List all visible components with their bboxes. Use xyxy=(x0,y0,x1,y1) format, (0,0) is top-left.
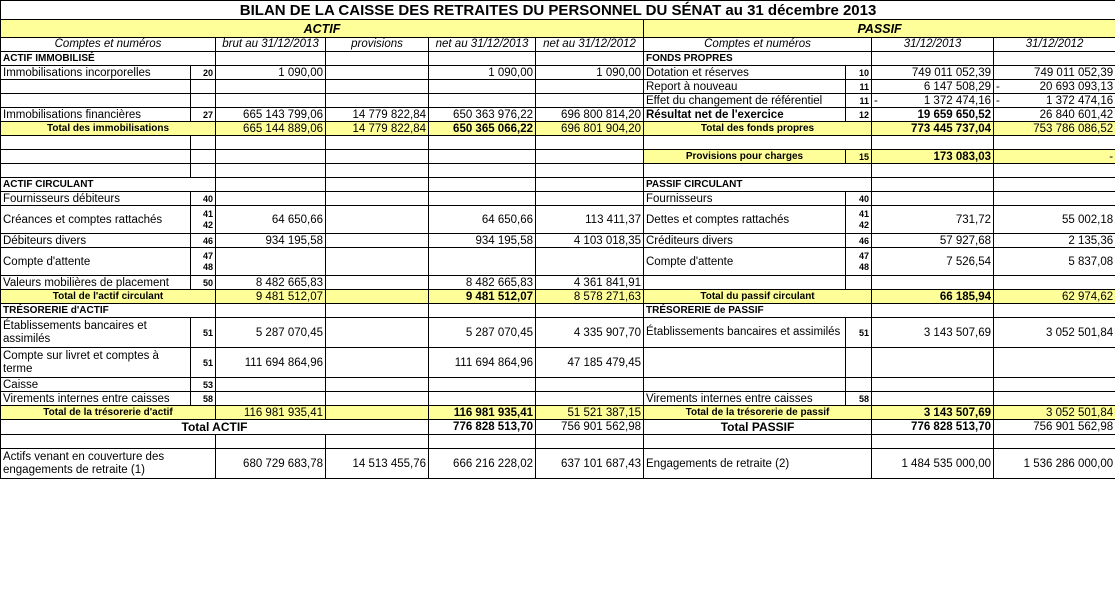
value-cell: 3 143 507,69 xyxy=(872,406,994,420)
row-label: Dettes et comptes rattachés xyxy=(644,206,846,234)
value-cell: 696 801 904,20 xyxy=(536,122,644,136)
value-cell: 749 011 052,39 xyxy=(872,66,994,80)
account-code-1: 41 xyxy=(858,208,869,219)
value-cell: 4 361 841,91 xyxy=(536,276,644,290)
value-cell: 57 927,68 xyxy=(872,234,994,248)
table-row xyxy=(1,234,1115,248)
account-code-2: 42 xyxy=(202,219,213,230)
value-cell: 666 216 228,02 xyxy=(429,449,536,479)
account-code: 20 xyxy=(191,66,216,80)
account-code: 40 xyxy=(846,192,872,206)
value-cell: 47 185 479,45 xyxy=(536,348,644,378)
value-cell: 776 828 513,70 xyxy=(872,420,994,435)
account-code: 11 xyxy=(846,80,872,94)
section-tresorerie-passif: TRÉSORERIE de PASSIF xyxy=(644,304,872,318)
section-actif-immobilise: ACTIF IMMOBILISÉ xyxy=(1,52,216,66)
table-row xyxy=(1,248,1115,276)
value-cell: 680 729 683,78 xyxy=(216,449,326,479)
table-row xyxy=(1,80,1115,94)
account-code: 12 xyxy=(846,108,872,122)
value-cell: 55 002,18 xyxy=(994,206,1115,234)
table-row xyxy=(1,318,1115,348)
table-row xyxy=(1,66,1115,80)
account-code-2: 48 xyxy=(858,261,869,272)
table-row xyxy=(1,94,1115,108)
value-cell: 776 828 513,70 xyxy=(429,420,536,435)
col-brut: brut au 31/12/2013 xyxy=(216,38,326,52)
value-cell: 66 185,94 xyxy=(872,290,994,304)
value-cell: 756 901 562,98 xyxy=(994,420,1115,435)
value-cell: 113 411,37 xyxy=(536,206,644,234)
account-code xyxy=(846,206,872,234)
value-cell: 62 974,62 xyxy=(994,290,1115,304)
section-actif-circulant: ACTIF CIRCULANT xyxy=(1,178,216,192)
value-cell: 4 335 907,70 xyxy=(536,318,644,348)
value-cell: 5 287 070,45 xyxy=(216,318,326,348)
value-cell: 26 840 601,42 xyxy=(994,108,1115,122)
section-passif-circulant: PASSIF CIRCULANT xyxy=(644,178,872,192)
row-label: Caisse xyxy=(1,378,191,392)
account-code: 51 xyxy=(191,348,216,378)
value-cell: 116 981 935,41 xyxy=(429,406,536,420)
value-cell: 934 195,58 xyxy=(216,234,326,248)
value-cell: 6 147 508,29 xyxy=(872,80,994,94)
value-cell: 173 083,03 xyxy=(872,150,994,164)
total-label: Total de la trésorerie de passif xyxy=(644,406,872,420)
col-passif-2012: 31/12/2012 xyxy=(994,38,1115,52)
value-cell: 1 090,00 xyxy=(536,66,644,80)
negative-sign: - xyxy=(874,94,878,107)
total-label: Total du passif circulant xyxy=(644,290,872,304)
value-cell: 934 195,58 xyxy=(429,234,536,248)
value-cell: 3 143 507,69 xyxy=(872,318,994,348)
value-cell: 4 103 018,35 xyxy=(536,234,644,248)
row-label: Établissements bancaires et assimilés xyxy=(1,318,191,348)
account-code: 58 xyxy=(846,392,872,406)
row-label: Engagements de retraite (2) xyxy=(644,449,872,479)
row-label: Virements internes entre caisses xyxy=(1,392,191,406)
total-passif-label: Total PASSIF xyxy=(644,420,872,435)
value-cell: 14 513 455,76 xyxy=(326,449,429,479)
account-code-1: 47 xyxy=(858,250,869,261)
table-row xyxy=(1,108,1115,122)
grand-total-row xyxy=(1,420,1115,435)
value-cell xyxy=(994,94,1115,108)
actif-header: ACTIF xyxy=(1,20,644,38)
row-label: Résultat net de l'exercice xyxy=(644,108,846,122)
value-text: 20 693 093,13 xyxy=(1039,80,1114,93)
row-label: Compte sur livret et comptes à terme xyxy=(1,348,191,378)
table-row xyxy=(1,449,1115,479)
section-fonds-propres: FONDS PROPRES xyxy=(644,52,872,66)
table-row xyxy=(1,392,1115,406)
value-cell: 9 481 512,07 xyxy=(216,290,326,304)
value-cell: 5 287 070,45 xyxy=(429,318,536,348)
row-label: Effet du changement de référentiel xyxy=(644,94,846,108)
table-row xyxy=(1,150,1115,164)
row-label: Immobilisations financières xyxy=(1,108,191,122)
value-cell: 753 786 086,52 xyxy=(994,122,1115,136)
value-cell: 8 578 271,63 xyxy=(536,290,644,304)
value-cell: 19 659 650,52 xyxy=(872,108,994,122)
section-tresorerie-actif: TRÉSORERIE d'ACTIF xyxy=(1,304,216,318)
account-code: 51 xyxy=(846,318,872,348)
value-cell: 1 484 535 000,00 xyxy=(872,449,994,479)
account-code: 46 xyxy=(846,234,872,248)
total-label: Provisions pour charges xyxy=(644,150,846,164)
row-label: Débiteurs divers xyxy=(1,234,191,248)
total-actif-label: Total ACTIF xyxy=(1,420,429,435)
value-cell: 9 481 512,07 xyxy=(429,290,536,304)
value-cell: 773 445 737,04 xyxy=(872,122,994,136)
value-cell: 64 650,66 xyxy=(429,206,536,234)
row-label: Immobilisations incorporelles xyxy=(1,66,191,80)
row-label: Actifs venant en couverture des engagements de retraite (1) xyxy=(1,449,216,479)
row-label: Compte d'attente xyxy=(1,248,191,276)
value-cell: 2 135,36 xyxy=(994,234,1115,248)
row-label: Établissements bancaires et assimilés xyxy=(644,318,846,348)
value-cell: 696 800 814,20 xyxy=(536,108,644,122)
table-row xyxy=(1,348,1115,378)
row-label: Créances et comptes rattachés xyxy=(1,206,191,234)
value-cell: 5 837,08 xyxy=(994,248,1115,276)
negative-sign: - xyxy=(996,80,1000,93)
value-cell: 14 779 822,84 xyxy=(326,122,429,136)
total-label: Total de l'actif circulant xyxy=(1,290,216,304)
account-code: 58 xyxy=(191,392,216,406)
account-code: 46 xyxy=(191,234,216,248)
row-label: Compte d'attente xyxy=(644,248,846,276)
col-provisions: provisions xyxy=(326,38,429,52)
value-cell: 111 694 864,96 xyxy=(216,348,326,378)
row-label: Virements internes entre caisses xyxy=(644,392,846,406)
col-comptes: Comptes et numéros xyxy=(1,38,216,52)
account-code: 50 xyxy=(191,276,216,290)
col-net2013: net au 31/12/2013 xyxy=(429,38,536,52)
total-label: Total de la trésorerie d'actif xyxy=(1,406,216,420)
value-cell: 64 650,66 xyxy=(216,206,326,234)
account-code xyxy=(846,248,872,276)
account-code: 10 xyxy=(846,66,872,80)
value-text: 1 372 474,16 xyxy=(923,94,991,107)
row-label: Report à nouveau xyxy=(644,80,846,94)
account-code: 40 xyxy=(191,192,216,206)
sheet-title: BILAN DE LA CAISSE DES RETRAITES DU PERSONNEL DU SÉNAT au 31 décembre 2013 xyxy=(1,1,1115,20)
account-code xyxy=(191,248,216,276)
account-code: 15 xyxy=(846,150,872,164)
value-cell: 3 052 501,84 xyxy=(994,318,1115,348)
value-cell: 756 901 562,98 xyxy=(536,420,644,435)
value-cell: 14 779 822,84 xyxy=(326,108,429,122)
negative-sign: - xyxy=(996,94,1000,107)
account-code xyxy=(191,206,216,234)
total-row xyxy=(1,122,1115,136)
value-cell xyxy=(994,80,1115,94)
table-row xyxy=(1,378,1115,392)
row-label: Dotation et réserves xyxy=(644,66,846,80)
value-cell xyxy=(872,94,994,108)
value-cell: 7 526,54 xyxy=(872,248,994,276)
value-text: 1 372 474,16 xyxy=(1045,94,1114,107)
row-label: Valeurs mobilières de placement xyxy=(1,276,191,290)
value-cell: 1 090,00 xyxy=(216,66,326,80)
row-label: Fournisseurs débiteurs xyxy=(1,192,191,206)
total-row xyxy=(1,406,1115,420)
col-passif-comptes: Comptes et numéros xyxy=(644,38,872,52)
value-cell: 8 482 665,83 xyxy=(216,276,326,290)
account-code-1: 41 xyxy=(202,208,213,219)
account-code: 27 xyxy=(191,108,216,122)
account-code-2: 48 xyxy=(202,261,213,272)
value-cell: 1 090,00 xyxy=(429,66,536,80)
value-cell: 650 363 976,22 xyxy=(429,108,536,122)
value-cell: 637 101 687,43 xyxy=(536,449,644,479)
account-code: 11 xyxy=(846,94,872,108)
column-header-row xyxy=(1,38,1115,52)
col-net2012: net au 31/12/2012 xyxy=(536,38,644,52)
value-cell xyxy=(326,66,429,80)
row-label: Créditeurs divers xyxy=(644,234,846,248)
value-cell: 1 536 286 000,00 xyxy=(994,449,1115,479)
table-row xyxy=(1,192,1115,206)
account-code-1: 47 xyxy=(202,250,213,261)
row-label: Fournisseurs xyxy=(644,192,846,206)
col-passif-2013: 31/12/2013 xyxy=(872,38,994,52)
account-code-2: 42 xyxy=(858,219,869,230)
value-cell: 111 694 864,96 xyxy=(429,348,536,378)
account-code: 51 xyxy=(191,318,216,348)
total-label: Total des immobilisations xyxy=(1,122,216,136)
value-cell: 51 521 387,15 xyxy=(536,406,644,420)
total-label: Total des fonds propres xyxy=(644,122,872,136)
value-cell: 3 052 501,84 xyxy=(994,406,1115,420)
value-cell: 665 144 889,06 xyxy=(216,122,326,136)
value-cell: 665 143 799,06 xyxy=(216,108,326,122)
table-row xyxy=(1,206,1115,234)
table-row xyxy=(1,276,1115,290)
value-cell: 731,72 xyxy=(872,206,994,234)
total-row xyxy=(1,290,1115,304)
value-cell: 116 981 935,41 xyxy=(216,406,326,420)
value-cell: - xyxy=(994,150,1115,164)
value-cell: 650 365 066,22 xyxy=(429,122,536,136)
value-cell: 8 482 665,83 xyxy=(429,276,536,290)
account-code: 53 xyxy=(191,378,216,392)
passif-header: PASSIF xyxy=(644,20,1115,38)
value-cell: 749 011 052,39 xyxy=(994,66,1115,80)
